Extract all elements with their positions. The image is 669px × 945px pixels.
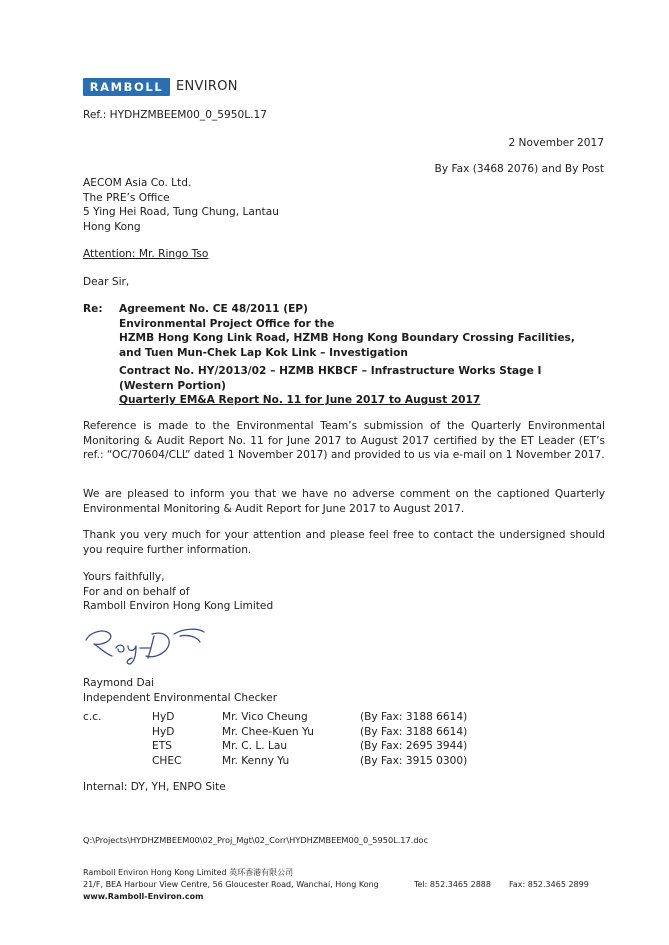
handwritten-signature	[80, 618, 220, 668]
footer-tel: Tel: 852.3465 2888	[414, 880, 491, 889]
cc-fax: (By Fax: 3915 0300)	[360, 754, 468, 767]
closing-line: Yours faithfully,	[83, 571, 165, 583]
closing-block	[83, 570, 273, 614]
contract-line: (Western Portion)	[119, 379, 226, 392]
salutation: Dear Sir,	[83, 276, 130, 288]
body-paragraph: Thank you very much for your attention and please feel free to contact the undersigned should you require further information.	[83, 529, 605, 556]
letter-date: 2 November 2017	[508, 137, 604, 149]
subject-lines	[119, 302, 575, 360]
cc-org: HyD	[152, 711, 175, 723]
subject-label: Re:	[83, 303, 103, 315]
footer-website-link[interactable]: www.Ramboll-Environ.com	[83, 892, 204, 901]
cc-orgs	[152, 710, 181, 768]
subject-line: Environmental Project Office for the	[119, 317, 335, 330]
file-path: Q:\Projects\HYDHZMBEEM00\02_Proj_Mgt\02_Corr\HYDHZMBEEM00_0_5950L.17.doc	[83, 835, 429, 845]
cc-names	[222, 710, 314, 768]
subject-line: and Tuen Mun-Chek Lap Kok Link – Investigation	[119, 346, 408, 359]
recipient-address	[83, 176, 279, 234]
cc-name: Mr. Chee-Kuen Yu	[222, 725, 314, 738]
cc-fax: (By Fax: 3188 6614)	[360, 725, 468, 738]
closing-line: For and on behalf of	[83, 585, 190, 598]
address-line: The PRE’s Office	[83, 191, 170, 204]
cc-name: Mr. C. L. Lau	[222, 740, 288, 753]
reference-number: Ref.: HYDHZMBEEM00_0_5950L.17	[83, 109, 267, 121]
logo-brand: RAMBOLL	[89, 80, 164, 94]
footer-company-line	[83, 867, 293, 879]
footer-fax: Fax: 852.3465 2899	[509, 880, 589, 889]
cc-name: Mr. Kenny Yu	[222, 754, 290, 767]
address-line: Hong Kong	[83, 220, 141, 233]
subject-line: HZMB Hong Kong Link Road, HZMB Hong Kong Boundary Crossing Facilities,	[119, 332, 575, 345]
delivery-method: By Fax (3468 2076) and By Post	[434, 163, 604, 175]
subject-line: Agreement No. CE 48/2011 (EP)	[119, 303, 308, 315]
contract-block	[119, 364, 541, 408]
signer-title: Independent Environmental Checker	[83, 691, 278, 704]
signer-name: Raymond Dai	[83, 677, 155, 689]
footer-company: Ramboll Environ Hong Kong Limited	[83, 868, 227, 877]
cc-faxes	[360, 710, 467, 768]
closing-line: Ramboll Environ Hong Kong Limited	[83, 600, 274, 613]
signer-block	[83, 676, 277, 705]
report-title: Quarterly EM&A Report No. 11 for June 2017 to August 2017	[119, 394, 481, 407]
cc-name: Mr. Vico Cheung	[222, 711, 308, 723]
cc-fax: (By Fax: 3188 6614)	[360, 711, 468, 723]
contract-line: Contract No. HY/2013/02 – HZMB HKBCF – Infrastructure Works Stage I	[119, 365, 542, 377]
logo-suffix: ENVIRON	[176, 79, 238, 94]
body-paragraph: Reference is made to the Environmental Team’s submission of the Quarterly Environmental Monitoring & Audit Report No. 11 for June 2017 to August 2017 certified by the ET Leader (ET’s ref.: “OC/70604/CLL” dated 1 November 2017) and provided to us via e-mail on 1 November 2017.	[83, 420, 605, 462]
address-line: 5 Ying Hei Road, Tung Chung, Lantau	[83, 206, 279, 219]
cc-org: ETS	[152, 740, 172, 753]
address-line: AECOM Asia Co. Ltd.	[83, 177, 192, 189]
cc-fax: (By Fax: 2695 3944)	[360, 740, 468, 753]
footer-address: 21/F, BEA Harbour View Centre, 56 Gloucester Road, Wanchai, Hong Kong	[83, 880, 379, 889]
internal-distribution: Internal: DY, YH, ENPO Site	[83, 781, 226, 793]
cc-org: HyD	[152, 725, 175, 738]
footer-company-chinese: 英环香港有限公司	[229, 868, 294, 877]
body-paragraph: We are pleased to inform you that we have no adverse comment on the captioned Quarterly Environmental Monitoring & Audit Report for June 2017 to August 2017.	[83, 488, 605, 515]
cc-org: CHEC	[152, 754, 182, 767]
company-logo	[83, 78, 170, 96]
attention-line: Attention: Mr. Ringo Tso	[83, 248, 209, 260]
cc-label: c.c.	[83, 711, 102, 723]
